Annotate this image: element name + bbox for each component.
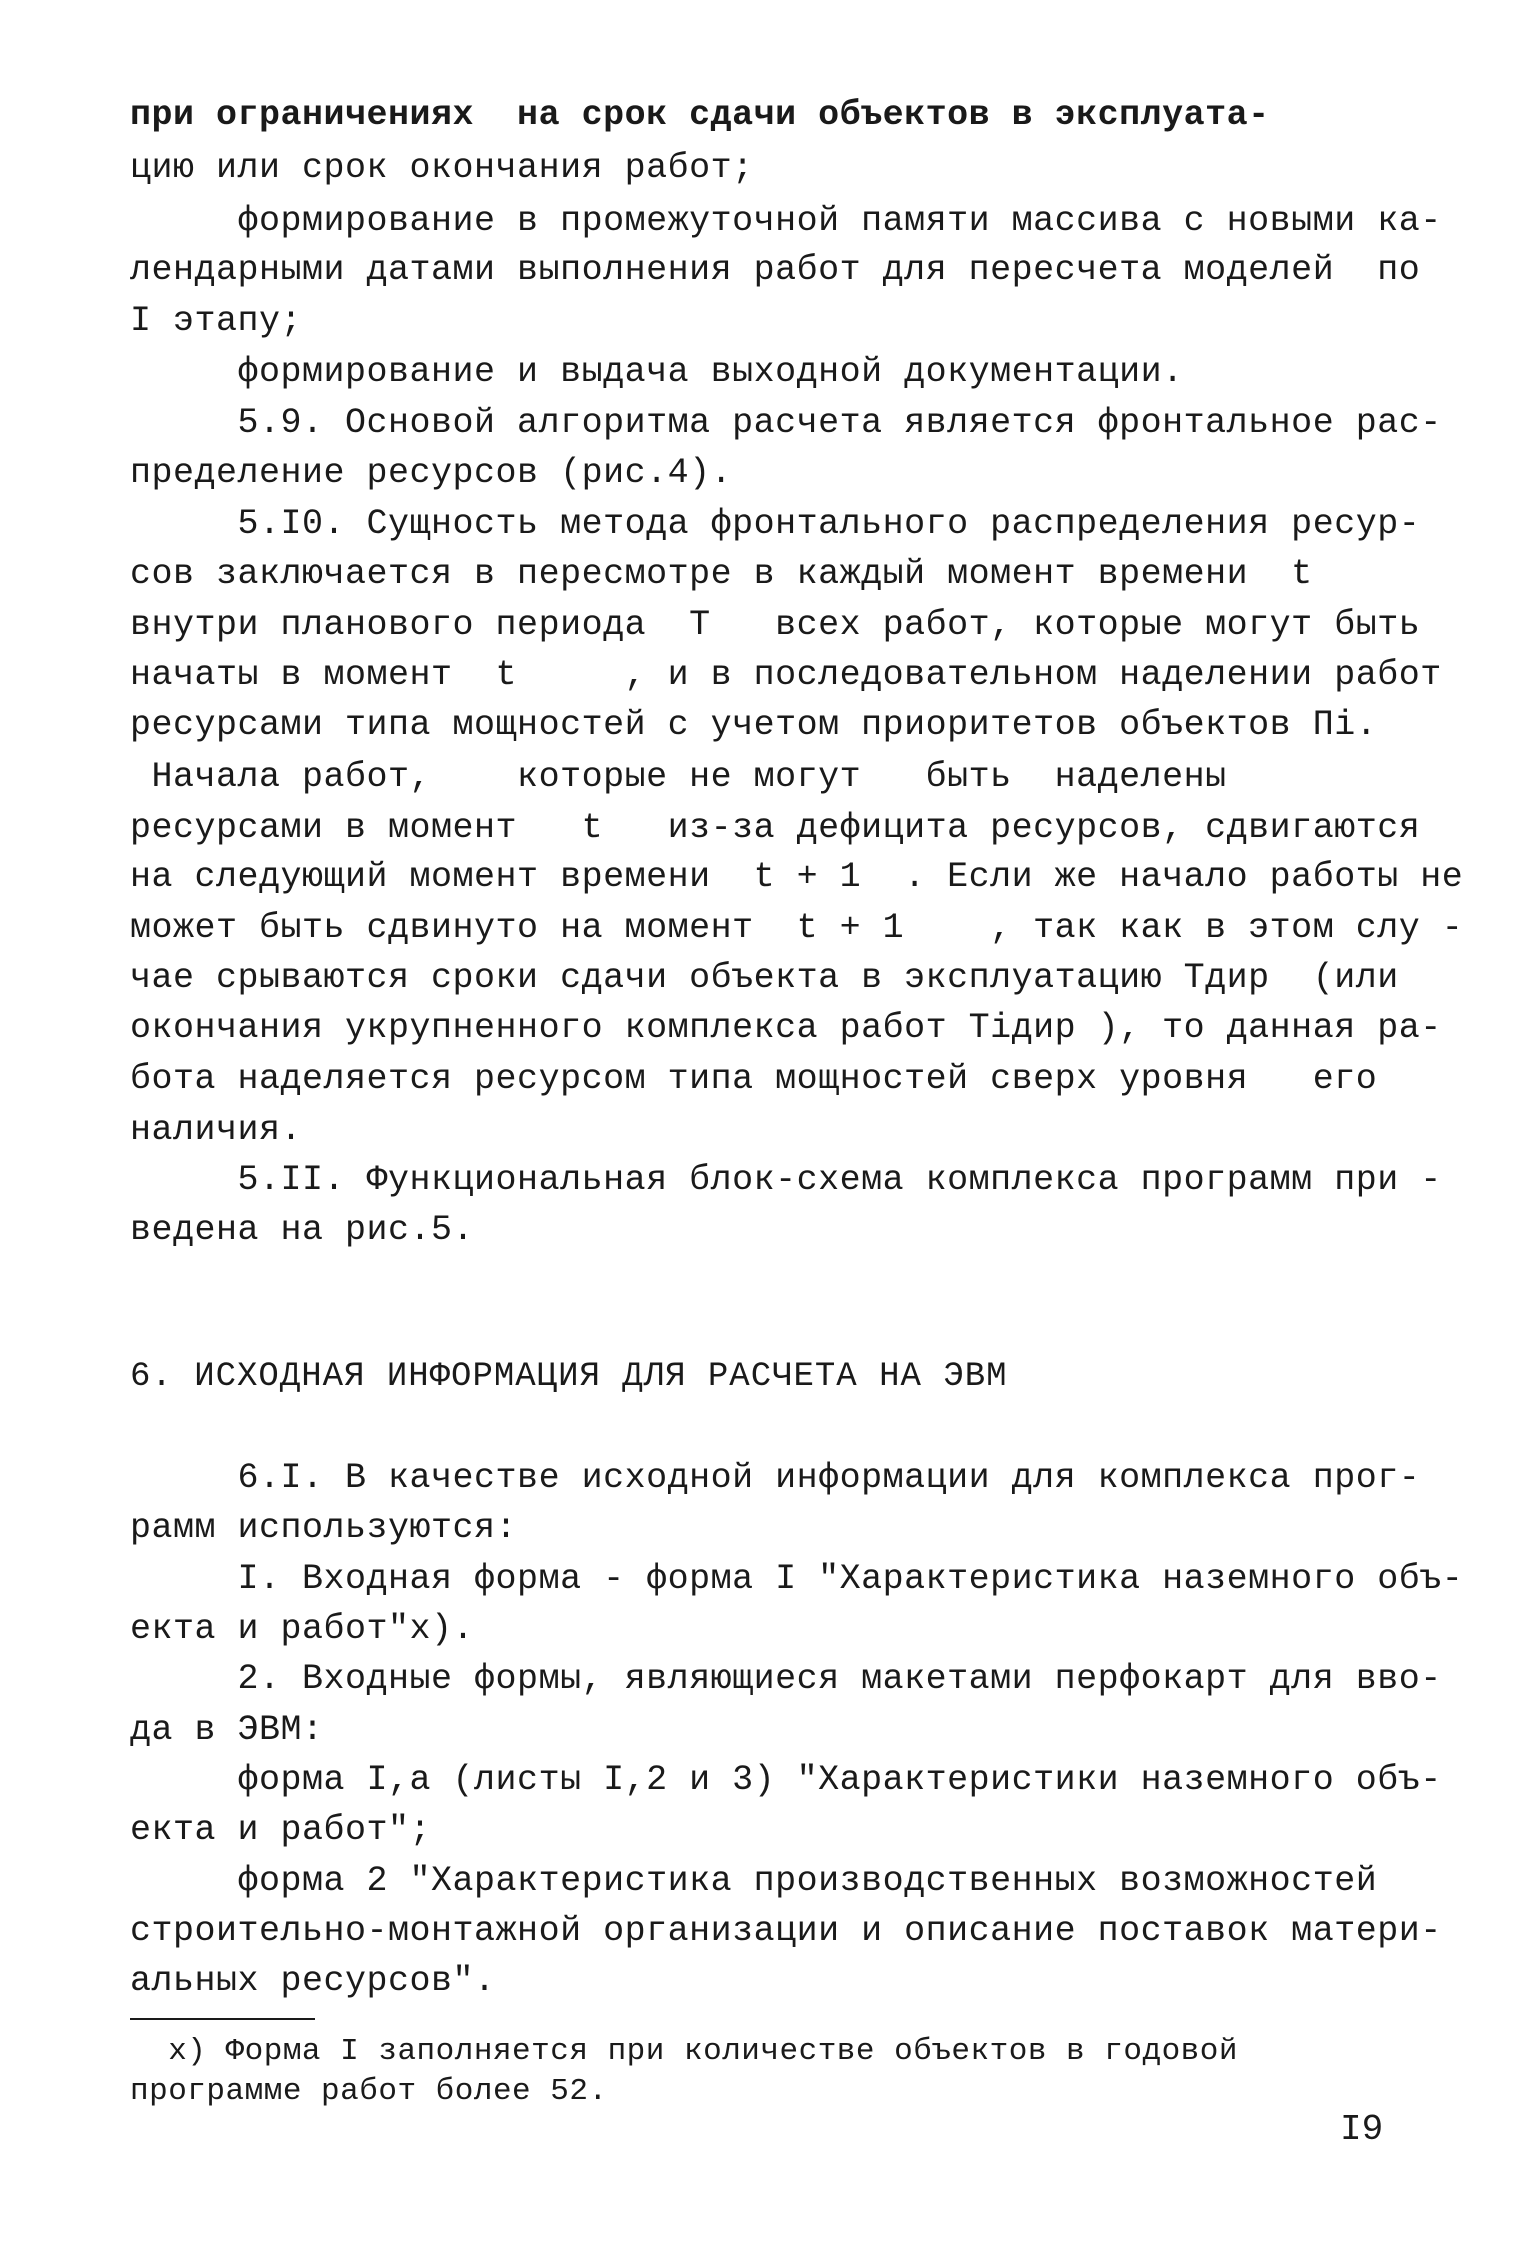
text-line: I этапу; xyxy=(130,301,303,341)
text-line: рамм используются: xyxy=(130,1508,518,1548)
text-line: чае срываются сроки сдачи объекта в эксплуатацию Tдир (или xyxy=(130,958,1399,998)
text-line: форма 2 "Характеристика производственных возможностей xyxy=(130,1861,1378,1901)
footnote-divider xyxy=(130,2018,315,2020)
text-line: цию или срок окончания работ; xyxy=(130,148,754,188)
text-line: лендарными датами выполнения работ для пересчета моделей по xyxy=(130,250,1421,290)
text-line: 2. Входные формы, являющиеся макетами перфокарт для вво- xyxy=(130,1659,1442,1699)
text-line: 5.II. Функциональная блок-схема комплекса программ при - xyxy=(130,1160,1442,1200)
page-number: I9 xyxy=(1340,2109,1384,2150)
text-line: 5.I0. Сущность метода фронтального распределения ресур- xyxy=(130,504,1421,544)
text-line: 5.9. Основой алгоритма расчета является фронтальное рас- xyxy=(130,403,1442,443)
text-line: пределение ресурсов (рис.4). xyxy=(130,453,733,493)
text-line: при ограничениях на срок сдачи объектов в эксплуата- xyxy=(130,95,1270,135)
text-line: да в ЭВМ: xyxy=(130,1710,324,1750)
text-line: екта и работ"; xyxy=(130,1810,432,1850)
text-line: бота наделяется ресурсом типа мощностей сверх уровня его xyxy=(130,1059,1378,1099)
text-line: форма I,а (листы I,2 и 3) "Характеристики наземного объ- xyxy=(130,1760,1442,1800)
text-line: 6.I. В качестве исходной информации для комплекса прог- xyxy=(130,1458,1421,1498)
footnote-line: программе работ более 52. xyxy=(130,2074,608,2109)
text-line: екта и работ"x). xyxy=(130,1609,475,1649)
text-line: строительно-монтажной организации и описание поставок матери- xyxy=(130,1911,1442,1951)
text-line: формирование в промежуточной памяти массива с новыми ка- xyxy=(130,201,1442,241)
footnote-line: x) Форма I заполняется при количестве объектов в годовой xyxy=(130,2034,1238,2069)
text-line: ресурсами в момент t из-за дефицита ресурсов, сдвигаются xyxy=(130,808,1421,848)
text-line: начаты в момент t , и в последовательном наделении работ xyxy=(130,655,1442,695)
text-line: может быть сдвинуто на момент t + 1 , так как в этом слу - xyxy=(130,908,1464,948)
text-line: формирование и выдача выходной документации. xyxy=(130,352,1184,392)
text-line: альных ресурсов". xyxy=(130,1961,496,2001)
text-line: I. Входная форма - форма I "Характеристика наземного объ- xyxy=(130,1559,1464,1599)
text-line: внутри планового периода T всех работ, которые могут быть xyxy=(130,605,1421,645)
section-heading: 6. ИСХОДНАЯ ИНФОРМАЦИЯ ДЛЯ РАСЧЕТА НА ЭВМ xyxy=(130,1358,1008,1396)
text-line: ведена на рис.5. xyxy=(130,1210,475,1250)
text-line: Начала работ, которые не могут быть наделены xyxy=(130,757,1227,797)
text-line: сов заключается в пересмотре в каждый момент времени t xyxy=(130,554,1313,594)
text-line: наличия. xyxy=(130,1110,303,1150)
text-line: на следующий момент времени t + 1 . Если же начало работы не xyxy=(130,857,1464,897)
text-line: ресурсами типа мощностей с учетом приоритетов объектов Пi. xyxy=(130,705,1378,745)
text-line: окончания укрупненного комплекса работ Tiдир ), то данная ра- xyxy=(130,1008,1442,1048)
